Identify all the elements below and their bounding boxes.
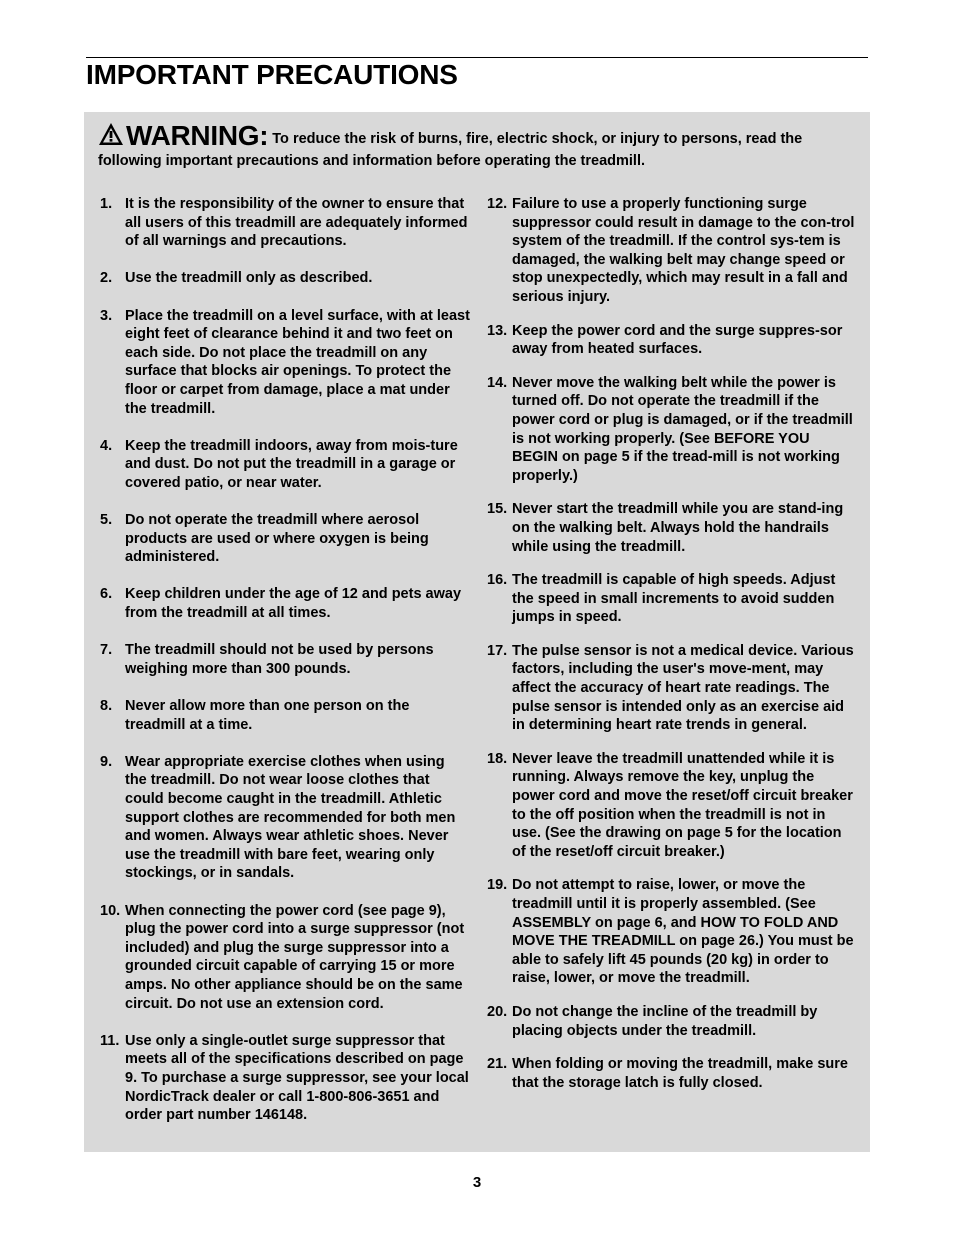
precaution-text: The pulse sensor is not a medical device. Various factors, including the user's move-ment, may affect the accuracy of heart rate readings. The pulse sensor is intended only as an exercise aid in determining heart rate trends in general. bbox=[512, 642, 854, 734]
precaution-text: When folding or moving the treadmill, make sure that the storage latch is fully closed. bbox=[512, 1056, 848, 1091]
precaution-item bbox=[100, 511, 470, 567]
precaution-number: 3. bbox=[100, 307, 113, 324]
precaution-number: 11. bbox=[100, 1032, 120, 1049]
precaution-text: Never move the walking belt while the power is turned off. Do not operate the treadmill if the power cord or plug is damaged, or if the treadmill is not working properly. (See BEFORE YOU BEGIN on page 5 if the tread-mill is not working properly.) bbox=[512, 374, 853, 484]
precaution-item bbox=[100, 195, 470, 251]
precaution-item bbox=[100, 269, 470, 288]
precaution-item bbox=[487, 750, 855, 862]
precaution-number: 14. bbox=[487, 374, 508, 391]
precaution-text: The treadmill should not be used by persons weighing more than 300 pounds. bbox=[125, 642, 434, 677]
precaution-number: 13. bbox=[487, 322, 508, 339]
precaution-text: Do not attempt to raise, lower, or move the treadmill until it is properly assembled. (See ASSEMBLY on page 6, and HOW TO FOLD AND MOVE THE TREADMILL on page 26.) You must be able to safely lift 45 pounds (20 kg) in order to raise, lower, or move the treadmill. bbox=[512, 877, 854, 987]
precaution-text: Do not operate the treadmill where aerosol products are used or where oxygen is being administered. bbox=[125, 512, 429, 566]
precaution-number: 19. bbox=[487, 877, 508, 894]
precaution-number: 18. bbox=[487, 750, 508, 767]
precaution-number: 12. bbox=[487, 196, 508, 212]
precaution-item bbox=[100, 585, 470, 622]
precaution-number: 7. bbox=[100, 642, 113, 659]
precaution-number: 6. bbox=[100, 586, 113, 603]
precaution-item bbox=[487, 500, 855, 556]
warning-text: To reduce the risk of burns, fire, electric shock, or injury to persons, read the following important precautions and information before operating the treadmill. bbox=[98, 131, 803, 169]
precaution-item bbox=[487, 876, 855, 988]
precaution-item bbox=[487, 374, 855, 486]
precaution-text: Wear appropriate exercise clothes when using the treadmill. Do not wear loose clothes that could become caught in the treadmill. Athletic support clothes are recommended for both men and women. Always wear athletic shoes. Never use the treadmill with bare feet, wearing only stockings, or in sandals. bbox=[125, 753, 456, 882]
precaution-number: 9. bbox=[100, 753, 113, 770]
precaution-number: 8. bbox=[100, 698, 113, 715]
header-rule bbox=[86, 57, 868, 58]
precaution-item bbox=[100, 902, 470, 1014]
precaution-item bbox=[100, 753, 470, 883]
precaution-number: 2. bbox=[100, 270, 113, 287]
precaution-number: 10. bbox=[100, 902, 121, 919]
precaution-text: Keep the power cord and the surge suppres-sor away from heated surfaces. bbox=[512, 322, 843, 358]
warning-triangle-icon bbox=[98, 122, 124, 152]
precautions-right-column bbox=[487, 195, 855, 1107]
warning-heading: WARNING: bbox=[126, 120, 269, 151]
precaution-item bbox=[100, 641, 470, 678]
page-number: 3 bbox=[472, 1174, 482, 1191]
precaution-text: When connecting the power cord (see page 9), plug the power cord into a surge suppressor (not included) and plug the surge suppressor into a grounded circuit capable of carrying 15 or more amps. No other appliance should be on the same circuit. Do not use an extension cord. bbox=[125, 902, 465, 1012]
precautions-left-column bbox=[100, 195, 470, 1143]
page-title: IMPORTANT PRECAUTIONS bbox=[86, 59, 458, 90]
precaution-item bbox=[487, 642, 855, 735]
precaution-item bbox=[100, 697, 470, 734]
precaution-number: 1. bbox=[100, 196, 113, 212]
precaution-text: Never allow more than one person on the treadmill at a time. bbox=[125, 698, 410, 733]
precaution-number: 17. bbox=[487, 642, 508, 659]
precaution-number: 15. bbox=[487, 501, 508, 518]
precaution-number: 20. bbox=[487, 1003, 508, 1020]
precaution-text: Never start the treadmill while you are stand-ing on the walking belt. Always hold the handrails while using the treadmill. bbox=[512, 501, 844, 555]
precaution-number: 21. bbox=[487, 1056, 508, 1073]
precaution-item bbox=[100, 437, 470, 493]
precaution-item bbox=[487, 322, 855, 359]
precaution-text: Never leave the treadmill unattended while it is running. Always remove the key, unplug the power cord and move the reset/off circuit breaker to the off position when the treadmill is not in use. (See the drawing on page 5 for the location of the reset/off circuit breaker.) bbox=[512, 750, 853, 860]
precaution-text: Do not change the incline of the treadmill by placing objects under the treadmill. bbox=[512, 1003, 818, 1039]
precaution-text: Use the treadmill only as described. bbox=[125, 270, 373, 287]
precaution-item bbox=[487, 571, 855, 627]
warning-notice bbox=[98, 122, 856, 171]
precaution-item bbox=[487, 1003, 855, 1040]
precaution-item bbox=[487, 1055, 855, 1092]
precaution-text: Failure to use a properly functioning surge suppressor could result in damage to the con-trol system of the treadmill. If the control sys-tem is damaged, the walking belt may change speed or stop unexpectedly, which may result in a fall and serious injury. bbox=[512, 196, 855, 305]
precaution-number: 4. bbox=[100, 437, 113, 454]
precaution-item bbox=[100, 307, 470, 419]
precaution-number: 16. bbox=[487, 572, 508, 589]
precaution-text: Keep the treadmill indoors, away from mois-ture and dust. Do not put the treadmill in a garage or covered patio, or near water. bbox=[125, 437, 458, 491]
precaution-text: Keep children under the age of 12 and pets away from the treadmill at all times. bbox=[125, 586, 462, 622]
precaution-number: 5. bbox=[100, 512, 113, 529]
precaution-text: It is the responsibility of the owner to ensure that all users of this treadmill are adequately informed of all warnings and precautions. bbox=[125, 196, 468, 250]
precaution-text: The treadmill is capable of high speeds. Adjust the speed in small increments to avoid sudden jumps in speed. bbox=[512, 572, 836, 626]
precaution-item bbox=[487, 195, 855, 307]
precaution-text: Use only a single-outlet surge suppressor that meets all of the specifications described on page 9. To purchase a surge suppressor, see your local NordicTrack dealer or call 1-800-806-3651 and order part number 146148. bbox=[125, 1032, 469, 1124]
precaution-item bbox=[100, 1032, 470, 1125]
precaution-text: Place the treadmill on a level surface, with at least eight feet of clearance behind it and two feet on each side. Do not place the treadmill on any surface that blocks air openings. To protect the floor or carpet from damage, place a mat under the treadmill. bbox=[125, 307, 470, 417]
